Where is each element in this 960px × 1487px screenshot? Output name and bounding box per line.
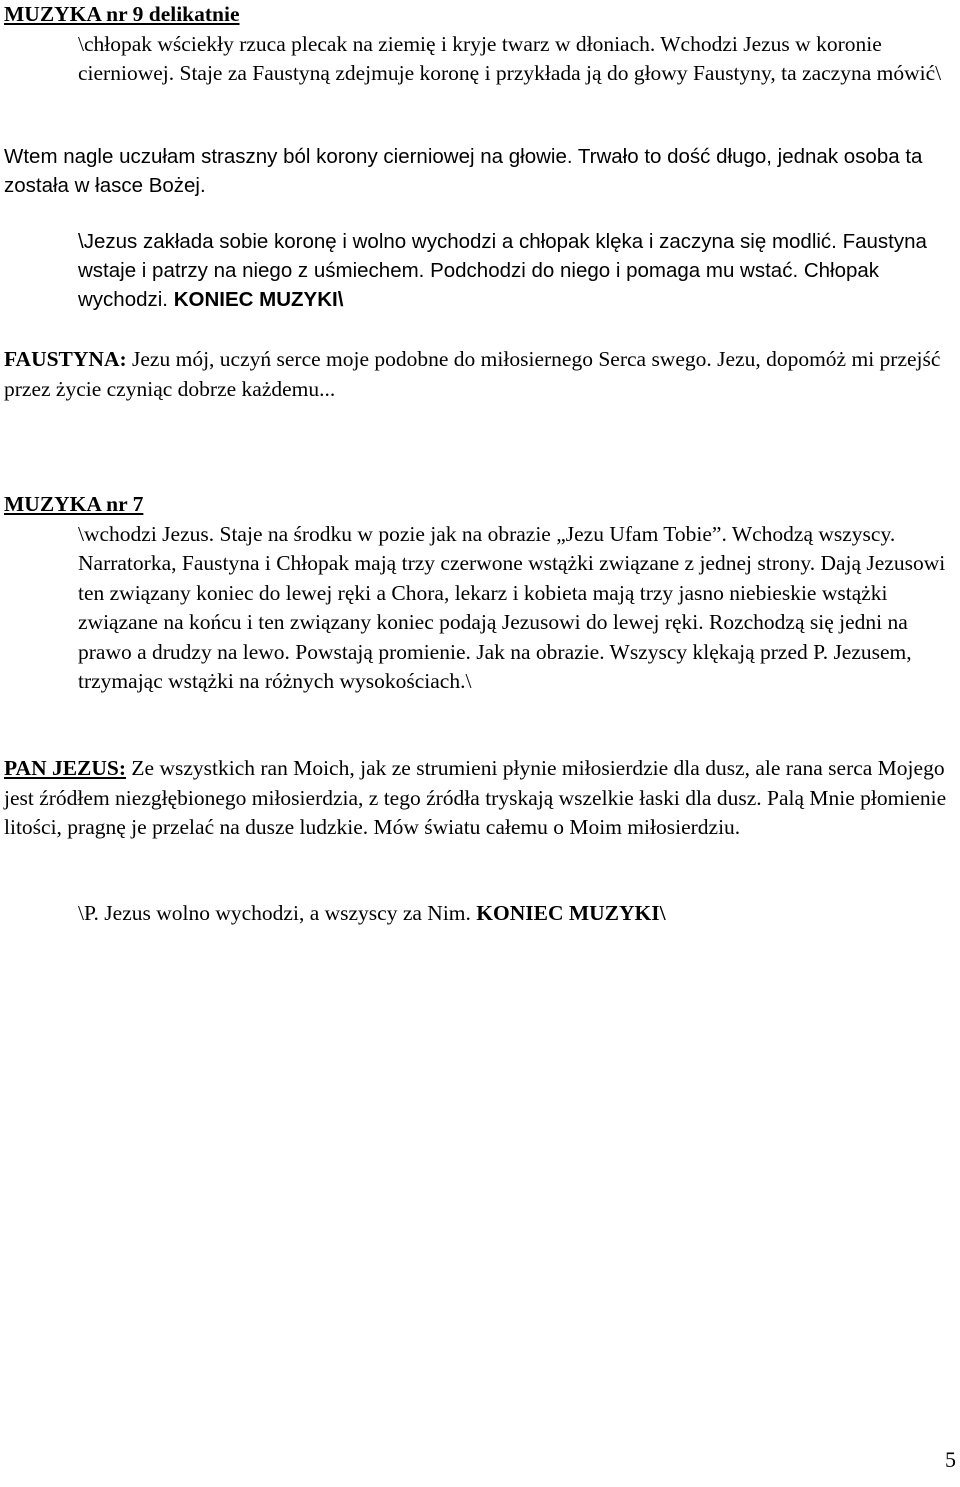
speaker-label-2: PAN JEZUS: <box>4 756 127 780</box>
speech-text-2: Ze wszystkich ran Moich, jak ze strumieni płynie miłosierdzie dla dusz, ale rana serca Mojego jest źródłem niezgłębionego miłosierdzia, z tego źródła tryskają wszelkie łaski dla dusz. Palą Mnie płomienie litości, pragnę je przelać na dusze ludzkie. Mów światu całemu o Moim miłosierdziu. <box>4 756 947 839</box>
stage-direction-2 <box>78 227 954 314</box>
faustyna-prayer <box>4 345 954 404</box>
section-muzyka-9 <box>4 0 954 89</box>
section-heading: MUZYKA nr 9 delikatnie <box>4 2 240 26</box>
stage-direction: \chłopak wściekły rzuca plecak na ziemię i kryje twarz w dłoniach. Wchodzi Jezus w koronie cierniowej. Staje za Faustyną zdejmuje koronę i przykłada ją do głowy Faustyny, ta zaczyna mówić\ <box>78 31 942 85</box>
speaker-label: FAUSTYNA: <box>4 347 127 371</box>
speech-text: Jezu mój, uczyń serce moje podobne do miłosiernego Serca swego. Jezu, dopomóż mi przejść przez życie czyniąc dobrze każdemu... <box>4 347 941 401</box>
stage-text: \Jezus zakłada sobie koronę i wolno wychodzi a chłopak klęka i zaczyna się modlić. Faustyna wstaje i patrzy na niego z uśmiechem. Podchodzi do niego i pomaga mu wstać. Chłopak wychodzi. <box>78 230 927 311</box>
music-end-label-2: KONIEC MUZYKI\ <box>476 901 666 925</box>
page-number: 5 <box>945 1447 956 1472</box>
stage-direction-3: \wchodzi Jezus. Staje na środku w pozie jak na obrazie „Jezu Ufam Tobie”. Wchodzą wszyscy. Narratorka, Faustyna i Chłopak mają trzy czerwone wstążki związane z jednej strony. Dają Jezusowi ten związany koniec do lewej ręki a Chora, lekarz i kobieta mają trzy jasno niebieskie wstążki związane na końcu i ten związany koniec podają Jezusowi do lewej ręki. Rozchodzą się jedni na prawo a drudzy na lewo. Powstają promienie. Jak na obrazie. Wszyscy klękają przed P. Jezusem, trzymając wstążki na różnych wysokościach.\ <box>78 521 946 693</box>
music-end-label: KONIEC MUZYKI\ <box>173 288 344 311</box>
pan-jezus-speech <box>4 754 954 843</box>
final-stage-direction <box>78 899 954 929</box>
section-muzyka-7 <box>4 490 954 697</box>
stage-text-final: \P. Jezus wolno wychodzi, a wszyscy za Nim. <box>78 901 477 925</box>
section-heading-2: MUZYKA nr 7 <box>4 492 144 516</box>
faustyna-narration: Wtem nagle uczułam straszny ból korony cierniowej na głowie. Trwało to dość długo, jednak osoba ta została w łasce Bożej. <box>4 145 923 197</box>
